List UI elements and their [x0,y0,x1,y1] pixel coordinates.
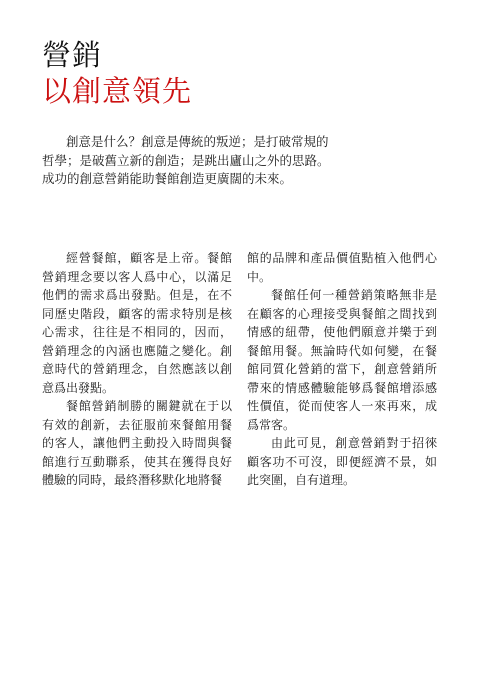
headline [42,38,192,110]
body-paragraph: 由此可見，創意營銷對于招徠顧客功不可沒，即便經濟不景，如此突圍，自有道理。 [247,436,437,487]
headline-line-1: 營銷 [42,38,103,72]
body-paragraph: 經營餐館，顧客是上帝。餐館營銷理念要以客人爲中心，以滿足他們的需求爲出發點。但是，在不同歷史階段，顧客的需求特別是核心需求，往往是不相同的，因而，營銷理念的內涵也應隨之變化。創意時代的營銷理念，自然應該以創意爲出發點。 [42,251,232,395]
body-paragraph-continued: 館的品牌和產品價值點植入他們心中。 [247,251,437,284]
body-paragraph: 餐館任何一種營銷策略無非是在顧客的心理接受與餐館之間找到情感的紐帶，使他們願意并樂于到餐館用餐。無論時代如何變，在餐館同質化營銷的當下，創意營銷所帶來的情感體驗能够爲餐館增添感性價值，從而使客人一來再來，成爲常客。 [247,288,437,432]
body-column-left [42,249,232,490]
body-column-right [247,249,437,490]
headline-line-2: 以創意領先 [42,74,193,108]
body-paragraph: 餐館營銷制勝的關鍵就在于以有效的創新，去征服前來餐館用餐的客人，讓他們主動投入時間與餐館進行互動聯系，使其在獲得良好體驗的同時，最終潛移默化地將餐 [42,399,232,487]
intro-paragraph [42,133,338,189]
intro-text: 創意是什么？創意是傳統的叛逆；是打破常規的哲學；是破舊立新的創造；是跳出廬山之外的思路。成功的創意營銷能助餐館創造更廣闊的未來。 [42,134,330,186]
